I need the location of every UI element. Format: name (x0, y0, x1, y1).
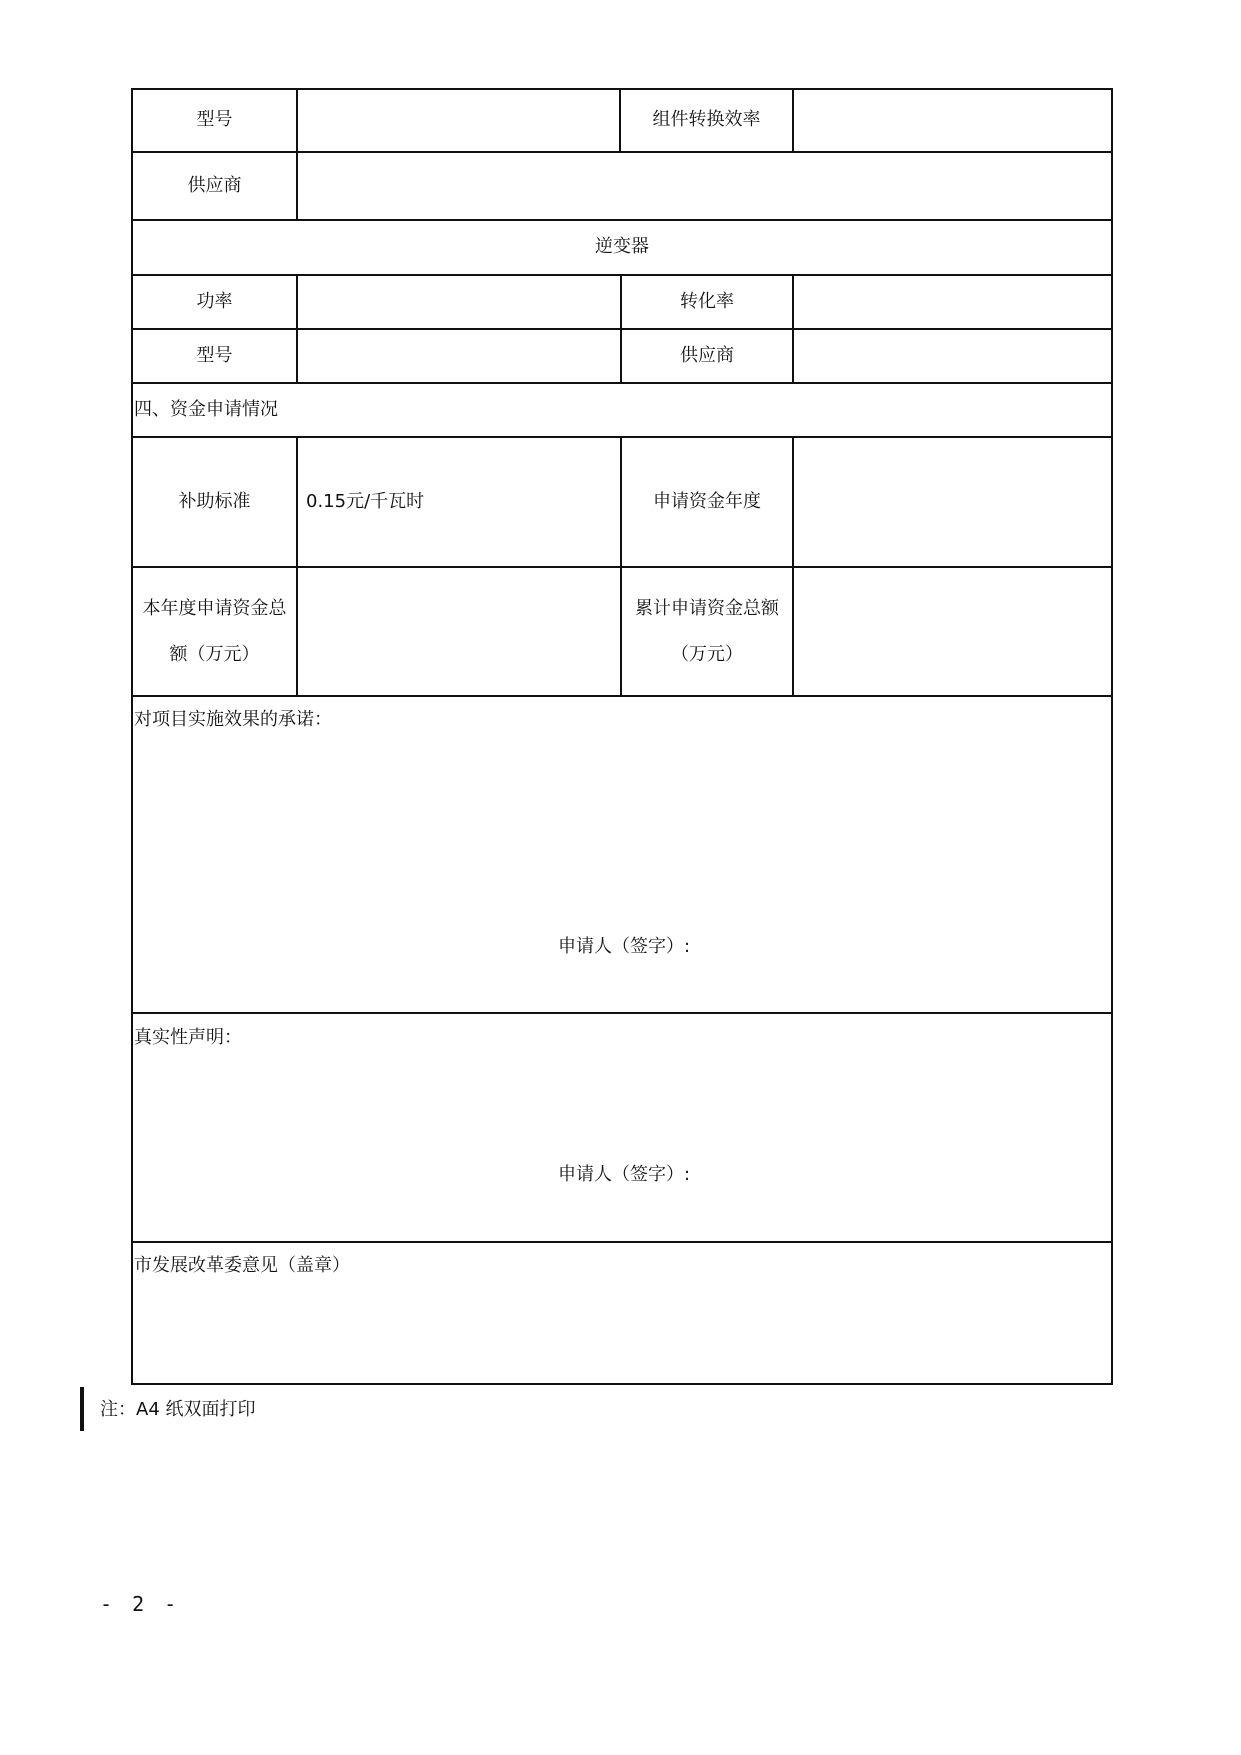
page-number: - 2 - (100, 1592, 181, 1616)
ndrc-opinion-title: 市发展改革委意见（盖章） (134, 1255, 350, 1276)
note-margin-bar (80, 1387, 84, 1431)
module-model-value[interactable] (298, 90, 619, 151)
funding-section-title: 四、资金申请情况 (134, 398, 278, 420)
inverter-power-value[interactable] (298, 276, 620, 328)
module-model-label: 型号 (196, 109, 233, 131)
commitment-title: 对项目实施效果的承诺： (134, 709, 332, 730)
table-row-divider (131, 1241, 1113, 1243)
annual-total-value[interactable] (298, 568, 620, 695)
cumulative-total-label-line2: （万元） (671, 643, 743, 665)
inverter-power-label: 功率 (196, 290, 233, 312)
module-efficiency-value[interactable] (794, 90, 1111, 151)
module-efficiency-label: 组件转换效率 (652, 109, 761, 131)
module-supplier-label: 供应商 (187, 174, 242, 196)
inverter-section-title: 逆变器 (595, 236, 649, 258)
annual-total-label (133, 568, 296, 695)
commitment-signature-label: 申请人（签字）: (558, 936, 691, 957)
inverter-conversion-value[interactable] (794, 276, 1111, 328)
funding-year-value[interactable] (794, 438, 1111, 566)
print-note: 注：A4 纸双面打印 (100, 1399, 256, 1420)
inverter-model-value[interactable] (298, 330, 620, 382)
cumulative-total-label-line1: 累计申请资金总额 (635, 597, 779, 619)
annual-total-label-line2: 额（万元） (169, 643, 260, 665)
inverter-model-label: 型号 (196, 344, 233, 366)
table-border-bottom (131, 1383, 1113, 1385)
authenticity-title: 真实性声明： (134, 1027, 242, 1048)
table-row-divider (131, 695, 1113, 697)
module-supplier-value[interactable] (298, 153, 1111, 219)
cumulative-total-value[interactable] (794, 568, 1111, 695)
subsidy-standard-label: 补助标准 (178, 490, 251, 512)
authenticity-signature-label: 申请人（签字）: (558, 1164, 691, 1185)
inverter-supplier-label: 供应商 (680, 344, 734, 366)
inverter-supplier-value[interactable] (794, 330, 1111, 382)
table-row-divider (131, 1012, 1113, 1014)
funding-year-label: 申请资金年度 (653, 490, 761, 512)
annual-total-label-line1: 本年度申请资金总 (142, 597, 287, 619)
table-border-right (1111, 88, 1113, 1385)
inverter-conversion-label: 转化率 (680, 290, 734, 312)
subsidy-standard-value: 0.15元/千瓦时 (306, 490, 425, 512)
cumulative-total-label (622, 568, 792, 695)
